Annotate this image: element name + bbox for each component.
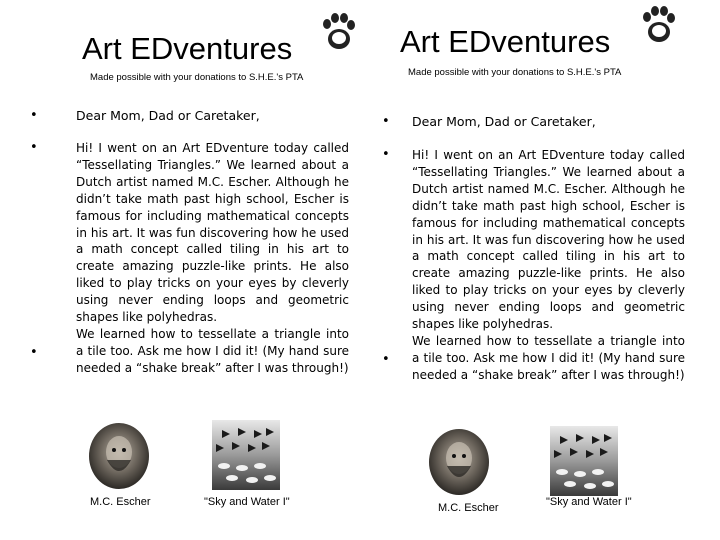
flyer-right — [360, 0, 720, 540]
caption-artwork: "Sky and Water I" — [204, 496, 290, 508]
closing-paragraph: We learned how to tessellate a triangle into a tile too. Ask me how I did it! (My hand sure needed a “shake break” after I was through!) — [412, 333, 685, 382]
sky-and-water-artwork — [212, 420, 280, 490]
salutation: Dear Mom, Dad or Caretaker, — [412, 114, 596, 129]
escher-portrait — [88, 422, 150, 490]
flyer-subtitle: Made possible with your donations to S.H.E.'s PTA — [90, 72, 304, 83]
bullet: • — [382, 147, 390, 162]
flyer-title: Art EDventures — [82, 31, 293, 66]
letter-body — [76, 140, 349, 377]
paw-print-icon — [642, 5, 676, 45]
closing-paragraph: We learned how to tessellate a triangle into a tile too. Ask me how I did it! (My hand sure needed a “shake break” after I was through!) — [76, 326, 349, 375]
body-paragraph: Hi! I went on an Art EDventure today called “Tessellating Triangles.” We learned about a Dutch artist named M.C. Escher. Although he didn’t take math past high school, Escher is famous for including mathematical concepts in his art. It was fun discovering how he used a math concept called tiling in his art to create amazing puzzle-like prints. He also liked to play tricks on your eyes by cleverly using never ending loops and geometric shapes like polyhedras. — [76, 141, 349, 325]
caption-artwork: "Sky and Water I" — [546, 496, 632, 508]
bullet: • — [30, 140, 38, 155]
letter-body — [412, 147, 685, 384]
paw-print-icon — [322, 12, 356, 52]
bullet: • — [382, 114, 390, 129]
sky-and-water-artwork — [550, 426, 618, 496]
caption-escher: M.C. Escher — [438, 502, 499, 514]
bullet: • — [30, 345, 38, 360]
flyer-title: Art EDventures — [400, 24, 611, 59]
flyer-subtitle: Made possible with your donations to S.H.E.'s PTA — [408, 67, 622, 78]
salutation: Dear Mom, Dad or Caretaker, — [76, 108, 260, 123]
caption-escher: M.C. Escher — [90, 496, 151, 508]
bullet: • — [30, 108, 38, 123]
bullet: • — [382, 352, 390, 367]
body-paragraph: Hi! I went on an Art EDventure today called “Tessellating Triangles.” We learned about a Dutch artist named M.C. Escher. Although he didn’t take math past high school, Escher is famous for including mathematical concepts in his art. It was fun discovering how he used a math concept called tiling in his art to create amazing puzzle-like prints. He also liked to play tricks on your eyes by cleverly using never ending loops and geometric shapes like polyhedras. — [412, 148, 685, 332]
escher-portrait — [428, 428, 490, 496]
